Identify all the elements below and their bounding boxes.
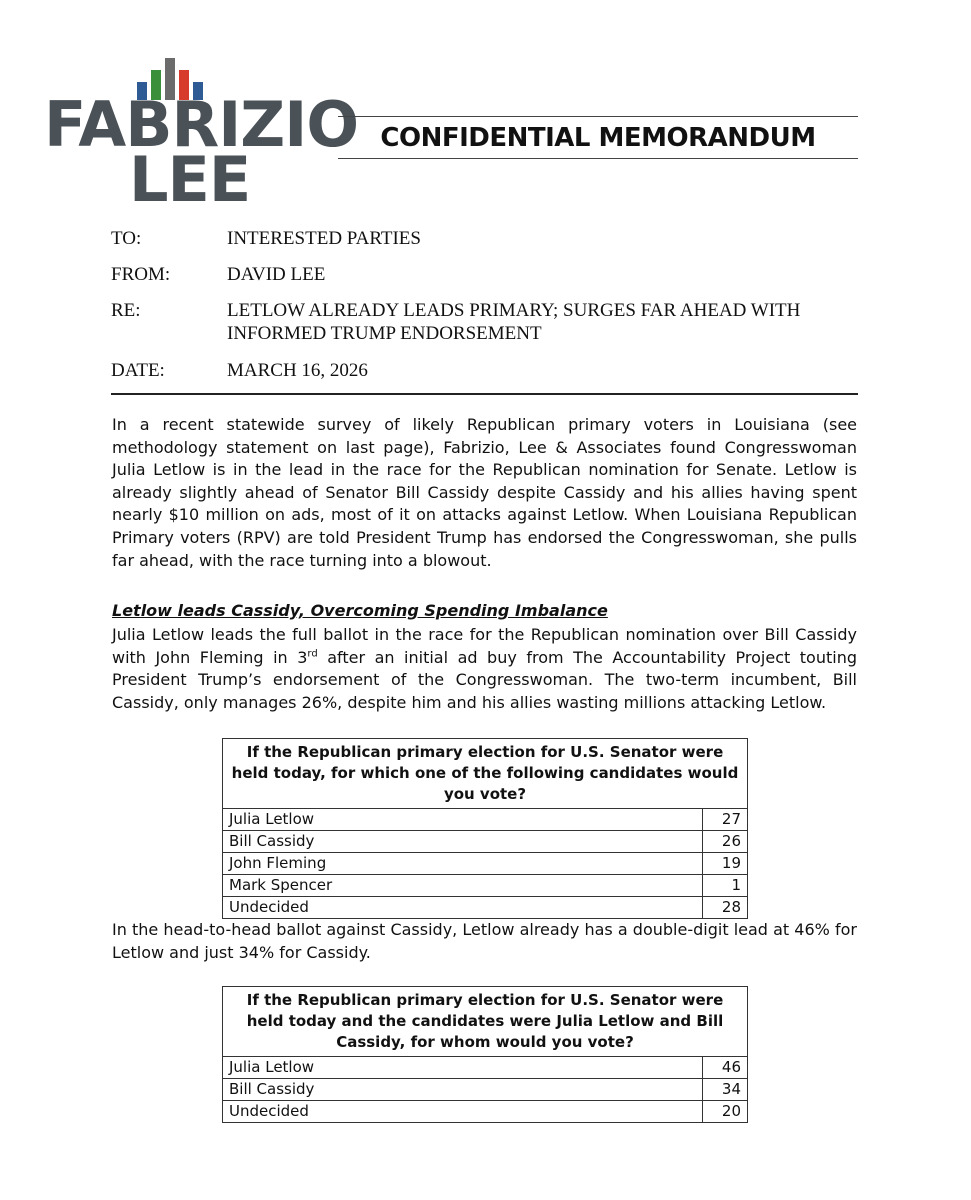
table-question-row — [223, 987, 748, 1057]
candidate-value: 19 — [703, 853, 748, 875]
candidate-value: 34 — [703, 1079, 748, 1101]
header-rule-top — [338, 116, 858, 117]
candidate-name: Bill Cassidy — [223, 831, 703, 853]
candidate-value: 46 — [703, 1057, 748, 1079]
head-to-head-paragraph: In the head-to-head ballot against Cassidy, Letlow already has a double-digit lead at 46% for Letlow and just 34% for Cassidy. — [112, 920, 857, 962]
date-label: DATE: — [111, 360, 165, 381]
candidate-name: John Fleming — [223, 853, 703, 875]
candidate-name: Bill Cassidy — [223, 1079, 703, 1101]
table-row — [223, 1057, 748, 1079]
candidate-name: Julia Letlow — [223, 1057, 703, 1079]
from-label: FROM: — [111, 264, 171, 285]
memo-divider — [111, 393, 858, 395]
table-row — [223, 1079, 748, 1101]
to-value: INTERESTED PARTIES — [227, 228, 421, 249]
re-label: RE: — [111, 300, 141, 321]
section-paragraph-part-b: after an initial ad buy from The Accountability Project touting President Trump’s endorsement of the Congresswoman. The two-term incumbent, Bill Cassidy, only manages 26%, despite him and his allies wasting millions attacking Letlow. — [112, 647, 857, 712]
candidate-value: 1 — [703, 875, 748, 897]
table-row — [223, 897, 748, 919]
section-heading: Letlow leads Cassidy, Overcoming Spending Imbalance — [112, 601, 608, 620]
header-rule-bottom — [338, 158, 858, 159]
candidate-value: 26 — [703, 831, 748, 853]
candidate-name: Undecided — [223, 897, 703, 919]
table-question: If the Republican primary election for U.S. Senator were held today and the candidates were Julia Letlow and Bill Cassidy, for whom would you vote? — [223, 987, 748, 1057]
candidate-name: Mark Spencer — [223, 875, 703, 897]
re-value-line1: LETLOW ALREADY LEADS PRIMARY; SURGES FAR AHEAD WITH — [227, 300, 801, 321]
ordinal-superscript: rd — [307, 648, 318, 660]
candidate-name: Undecided — [223, 1101, 703, 1123]
logo-text-line2: LEE — [129, 143, 251, 216]
section-paragraph — [112, 624, 857, 714]
candidate-name: Julia Letlow — [223, 809, 703, 831]
table-row — [223, 1101, 748, 1123]
date-value: MARCH 16, 2026 — [227, 360, 368, 381]
from-value: DAVID LEE — [227, 264, 326, 285]
memo-title: CONFIDENTIAL MEMORANDUM — [380, 123, 816, 153]
table-row — [223, 809, 748, 831]
head-to-head-table — [222, 986, 748, 1123]
candidate-value: 27 — [703, 809, 748, 831]
section-paragraph-part-a: Julia Letlow leads the full ballot in the race for the Republican nomination over Bill Cassidy with John Fleming in 3 — [112, 625, 857, 667]
candidate-value: 20 — [703, 1101, 748, 1123]
full-ballot-table — [222, 738, 748, 919]
intro-paragraph: In a recent statewide survey of likely Republican primary voters in Louisiana (see methodology statement on last page), Fabrizio, Lee & Associates found Congresswoman Julia Letlow is in the lead in the race for the Republican nomination for Senate. Letlow is already slightly ahead of Senator Bill Cassidy despite Cassidy and his allies having spent nearly $10 million on ads, most of it on attacks against Letlow. When Louisiana Republican Primary voters (RPV) are told President Trump has endorsed the Congresswoman, she pulls far ahead, with the race turning into a blowout. — [112, 415, 857, 570]
to-label: TO: — [111, 228, 142, 249]
candidate-value: 28 — [703, 897, 748, 919]
table-row — [223, 853, 748, 875]
table-question-row — [223, 739, 748, 809]
table-row — [223, 831, 748, 853]
logo-text-line1: FABRIZIO — [44, 88, 359, 161]
re-value-line2: INFORMED TRUMP ENDORSEMENT — [227, 323, 542, 344]
fabrizio-lee-logo — [44, 58, 359, 216]
table-row — [223, 875, 748, 897]
table-question: If the Republican primary election for U.S. Senator were held today, for which one of the following candidates would you vote? — [223, 739, 748, 809]
